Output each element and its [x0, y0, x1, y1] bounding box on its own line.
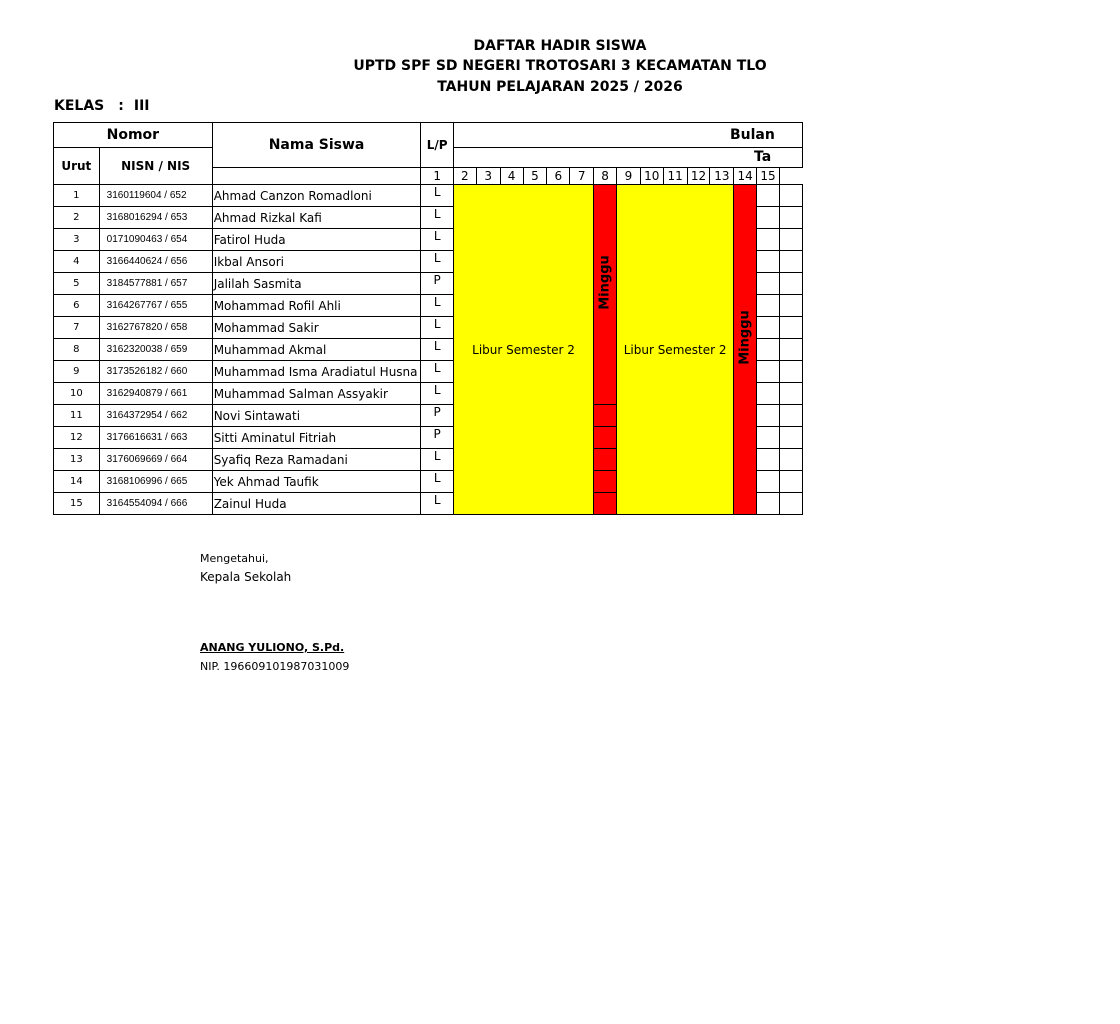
attendance-cell: [779, 405, 802, 427]
row-student-name: Ikbal Ansori: [212, 251, 421, 273]
row-gender: P: [421, 405, 454, 427]
day-header-cell: 13: [710, 167, 734, 184]
principal-name: ANANG YULIONO, S.Pd.: [200, 641, 345, 654]
row-student-name: Muhammad Isma Aradiatul Husna: [212, 361, 421, 383]
attendance-cell: [757, 207, 780, 229]
attendance-cell: [757, 427, 780, 449]
row-student-name: Mohammad Rofil Ahli: [212, 295, 421, 317]
attendance-cell: [779, 471, 802, 493]
row-student-name: Syafiq Reza Ramadani: [212, 449, 421, 471]
attendance-cell: [779, 229, 802, 251]
row-student-name: Ahmad Canzon Romadloni: [212, 185, 421, 207]
row-nisn: 3168016294 / 653: [99, 207, 212, 229]
attendance-cell: [779, 493, 802, 515]
row-number: 15: [54, 493, 100, 515]
row-number: 9: [54, 361, 100, 383]
row-number: 12: [54, 427, 100, 449]
day-header-cell: 5: [523, 167, 547, 184]
header-tanggal: Ta: [453, 148, 802, 168]
header-nomor: Nomor: [54, 123, 213, 148]
class-value: III: [133, 98, 150, 114]
row-gender: L: [421, 251, 454, 273]
row-number: 3: [54, 229, 100, 251]
row-student-name: Mohammad Sakir: [212, 317, 421, 339]
row-nisn: 3160119604 / 652: [99, 185, 212, 207]
day-header-cell: 10: [640, 167, 663, 184]
attendance-cell: [757, 295, 780, 317]
row-gender: L: [421, 449, 454, 471]
sunday-cell: [734, 185, 757, 515]
attendance-table: [53, 122, 803, 515]
row-number: 14: [54, 471, 100, 493]
academic-year: TAHUN PELAJARAN 2025 / 2026: [437, 79, 683, 95]
row-number: 8: [54, 339, 100, 361]
row-nisn: 3168106996 / 665: [99, 471, 212, 493]
sunday-cell: [594, 493, 617, 515]
day-header-cell: 8: [594, 167, 617, 184]
sunday-cell: [594, 449, 617, 471]
acknowledged-label: Mengetahui,: [200, 552, 269, 565]
attendance-cell: [757, 317, 780, 339]
row-gender: L: [421, 493, 454, 515]
attendance-cell: [779, 361, 802, 383]
header-nisn: NISN / NIS: [99, 148, 212, 185]
attendance-cell: [757, 229, 780, 251]
attendance-cell: [757, 449, 780, 471]
sunday-cell: [594, 471, 617, 493]
row-student-name: Ahmad Rizkal Kafi: [212, 207, 421, 229]
sunday-label: Minggu: [737, 310, 753, 365]
header-bulan: Bulan: [453, 123, 802, 148]
day-header-cell: 4: [500, 167, 523, 184]
sunday-cell: [594, 185, 617, 405]
principal-nip: NIP. 196609101987031009: [200, 660, 350, 673]
school-name: UPTD SPF SD NEGERI TROTOSARI 3 KECAMATAN TLO: [353, 58, 767, 74]
header-lp: L/P: [421, 123, 454, 168]
blank-lp-subcell: [212, 167, 421, 184]
row-gender: L: [421, 471, 454, 493]
row-student-name: Novi Sintawati: [212, 405, 421, 427]
class-label-row: [54, 98, 150, 114]
row-gender: L: [421, 383, 454, 405]
row-gender: L: [421, 229, 454, 251]
day-header-cell: 14: [734, 167, 757, 184]
sunday-label: Minggu: [597, 255, 613, 310]
attendance-cell: [779, 449, 802, 471]
day-header-cell: 15: [757, 167, 780, 184]
row-number: 5: [54, 273, 100, 295]
row-gender: L: [421, 295, 454, 317]
row-nisn: 3184577881 / 657: [99, 273, 212, 295]
attendance-cell: [757, 471, 780, 493]
row-student-name: Yek Ahmad Taufik: [212, 471, 421, 493]
row-gender: L: [421, 207, 454, 229]
row-number: 7: [54, 317, 100, 339]
day-header-cell: 1: [421, 167, 454, 184]
holiday-block: Libur Semester 2: [453, 185, 593, 515]
row-nisn: 0171090463 / 654: [99, 229, 212, 251]
sunday-cell: [594, 405, 617, 427]
attendance-cell: [779, 317, 802, 339]
row-number: 6: [54, 295, 100, 317]
row-student-name: Zainul Huda: [212, 493, 421, 515]
attendance-cell: [757, 339, 780, 361]
row-student-name: Sitti Aminatul Fitriah: [212, 427, 421, 449]
header-nama-siswa: Nama Siswa: [212, 123, 421, 168]
row-nisn: 3176069669 / 664: [99, 449, 212, 471]
row-nisn: 3176616631 / 663: [99, 427, 212, 449]
attendance-cell: [779, 185, 802, 207]
attendance-cell: [757, 383, 780, 405]
attendance-cell: [757, 251, 780, 273]
row-gender: L: [421, 361, 454, 383]
row-number: 1: [54, 185, 100, 207]
principal-title: Kepala Sekolah: [200, 570, 292, 584]
row-number: 13: [54, 449, 100, 471]
attendance-cell: [779, 427, 802, 449]
row-nisn: 3162940879 / 661: [99, 383, 212, 405]
attendance-cell: [757, 493, 780, 515]
row-nisn: 3162320038 / 659: [99, 339, 212, 361]
row-gender: P: [421, 273, 454, 295]
row-number: 4: [54, 251, 100, 273]
table-row: [54, 185, 803, 207]
attendance-cell: [757, 361, 780, 383]
class-separator: :: [118, 98, 124, 114]
row-student-name: Jalilah Sasmita: [212, 273, 421, 295]
row-nisn: 3164372954 / 662: [99, 405, 212, 427]
attendance-cell: [757, 273, 780, 295]
header-urut: Urut: [54, 148, 100, 185]
day-header-cell: 7: [570, 167, 594, 184]
row-gender: L: [421, 185, 454, 207]
attendance-cell: [757, 405, 780, 427]
day-header-cell: 11: [663, 167, 687, 184]
holiday-block: Libur Semester 2: [616, 185, 733, 515]
row-nisn: 3164267767 / 655: [99, 295, 212, 317]
attendance-cell: [779, 207, 802, 229]
document-title: DAFTAR HADIR SISWA: [473, 38, 647, 54]
day-header-cell: 2: [453, 167, 476, 184]
attendance-cell: [779, 273, 802, 295]
row-nisn: 3173526182 / 660: [99, 361, 212, 383]
attendance-cell: [779, 339, 802, 361]
class-label: KELAS: [54, 98, 105, 114]
row-gender: L: [421, 317, 454, 339]
row-nisn: 3162767820 / 658: [99, 317, 212, 339]
attendance-cell: [779, 383, 802, 405]
day-header-cell: 9: [616, 167, 640, 184]
day-header-cell: 6: [547, 167, 570, 184]
row-number: 11: [54, 405, 100, 427]
row-student-name: Muhammad Akmal: [212, 339, 421, 361]
attendance-cell: [779, 295, 802, 317]
row-nisn: 3164554094 / 666: [99, 493, 212, 515]
day-header-cell: 3: [476, 167, 500, 184]
attendance-cell: [779, 251, 802, 273]
row-student-name: Fatirol Huda: [212, 229, 421, 251]
row-gender: L: [421, 339, 454, 361]
row-nisn: 3166440624 / 656: [99, 251, 212, 273]
row-number: 2: [54, 207, 100, 229]
sunday-cell: [594, 427, 617, 449]
day-header-cell: 12: [687, 167, 710, 184]
row-gender: P: [421, 427, 454, 449]
row-student-name: Muhammad Salman Assyakir: [212, 383, 421, 405]
row-number: 10: [54, 383, 100, 405]
attendance-cell: [757, 185, 780, 207]
